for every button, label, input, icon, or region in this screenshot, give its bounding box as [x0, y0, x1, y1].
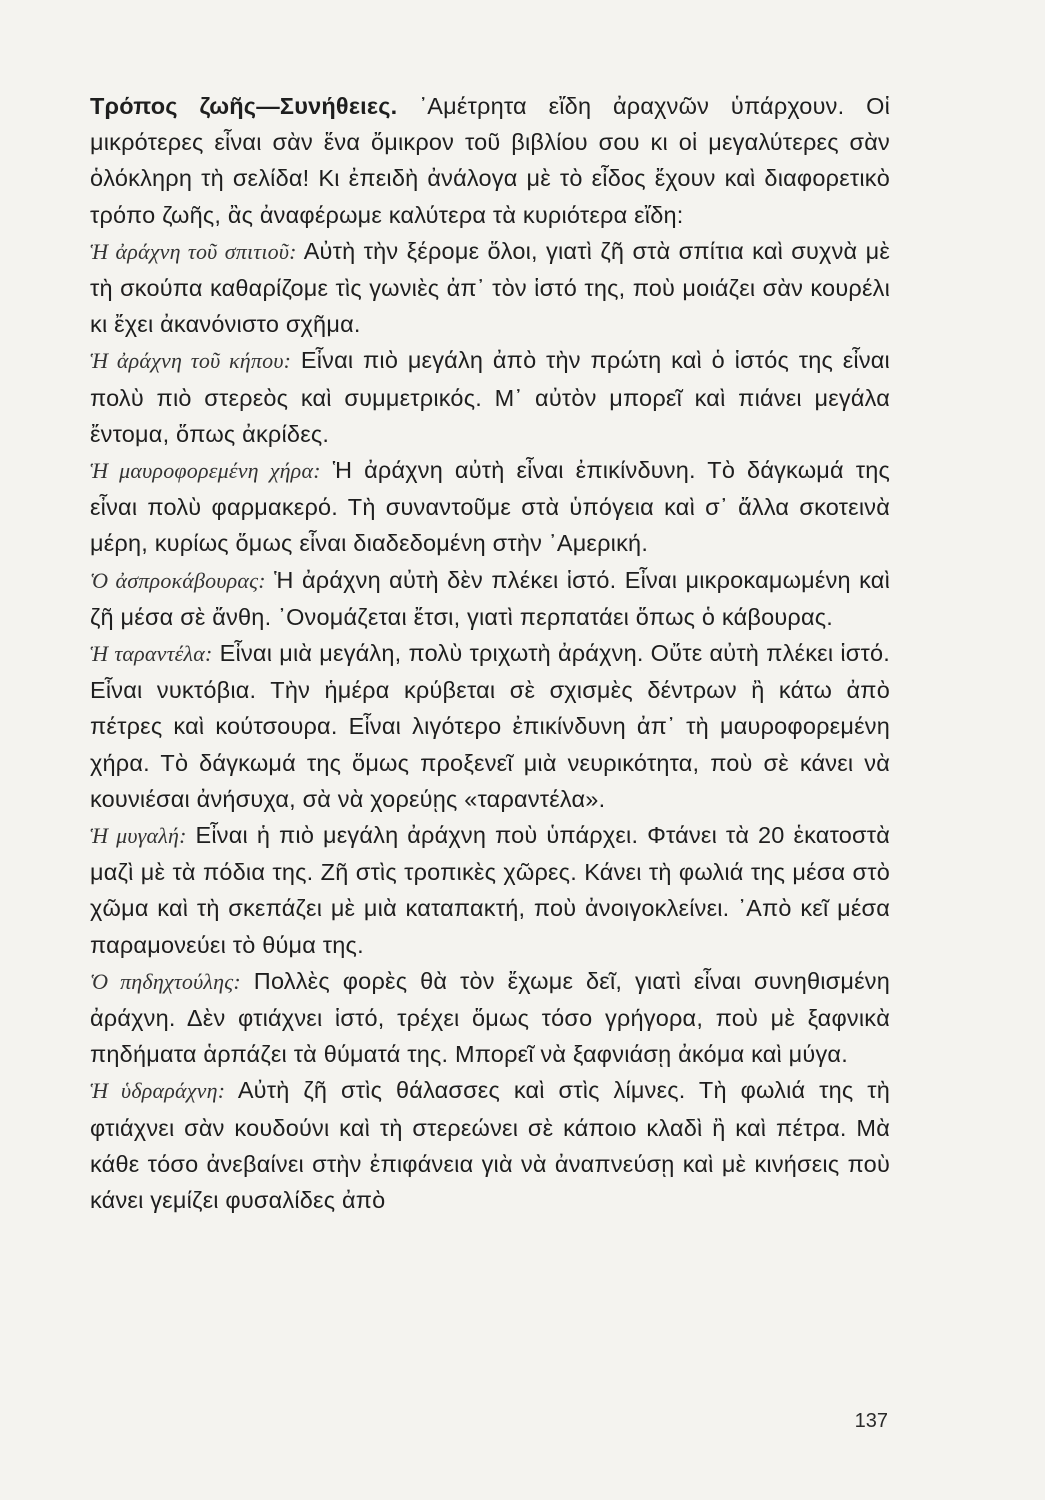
entry-term: Ἡ ἀράχνη τοῦ σπιτιοῦ: — [90, 238, 297, 264]
entry-term: Ἡ ταραντέλα: — [90, 641, 213, 667]
entry-paragraph — [90, 817, 890, 963]
entry-paragraph — [90, 1072, 890, 1218]
book-page — [90, 88, 890, 1218]
entry-text: Ἡ ἀράχνη αὐτὴ εἶναι ἐπικίνδυνη. Τὸ δάγκωμά της εἶναι πολὺ φαρμακερό. Τὴ συναντοῦμε στὰ ὑπόγεια καὶ σ᾿ ἄλλα σκοτεινὰ μέρη, κυρίως ὅμως εἶναι διαδεδομένη στὴν ᾿Αμερική. — [90, 457, 891, 557]
entry-paragraph — [90, 342, 890, 452]
entry-paragraph — [90, 635, 890, 817]
entry-term: Ἡ ὑδραράχνη: — [90, 1078, 226, 1104]
intro-text: ᾿Αμέτρητα εἴδη ἀραχνῶν ὑπάρχουν. Οἱ μικρότερες εἶναι σὰν ἕνα ὄμικρον τοῦ βιβλίου σου κι οἱ μεγαλύτερες σὰν ὁλόκληρη τὴ σελίδα! Κι ἐπειδὴ ἀνάλογα μὲ τὸ εἶδος ἔχουν καὶ διαφορετικὸ τρόπο ζωῆς, ἂς ἀναφέρωμε καλύτερα τὰ κυριότερα εἴδη: — [90, 93, 890, 228]
entry-term: Ὁ ἀσπροκάβουρας: — [90, 567, 266, 593]
entry-text: Αὐτὴ ζῆ στὶς θάλασσες καὶ στὶς λίμνες. Τὴ φωλιά της τὴ φτιάχνει σὰν κουδούνι καὶ τὴ στερεώνει σὲ κάποιο κλαδὶ ἢ καὶ πέτρα. Μὰ κάθε τόσο ἀνεβαίνει στὴν ἐπιφάνεια γιὰ νὰ ἀναπνεύσῃ καὶ μὲ κινήσεις ποὺ κάνει γεμίζει φυσαλίδες ἀπὸ — [90, 1077, 890, 1214]
entry-paragraph — [90, 233, 890, 343]
page-number: 137 — [854, 1410, 888, 1432]
entry-term: Ὁ πηδηχτούλης: — [90, 968, 241, 994]
intro-paragraph — [90, 88, 890, 233]
entry-text: Εἶναι πιὸ μεγάλη ἀπὸ τὴν πρώτη καὶ ὁ ἱστός της εἶναι πολὺ πιὸ στερεὸς καὶ συμμετρικός. Μ᾿ αὐτὸν μπορεῖ καὶ πιάνει μεγάλα ἔντομα, ὅπως ἀκρίδες. — [90, 347, 890, 447]
entry-paragraph — [90, 963, 890, 1073]
entry-text: Ἡ ἀράχνη αὐτὴ δὲν πλέκει ἱστό. Εἶναι μικροκαμωμένη καὶ ζῆ μέσα σὲ ἄνθη. ᾿Ονομάζεται ἔτσι, γιατὶ περπατάει ὅπως ὁ κάβουρας. — [90, 566, 890, 630]
entry-term: Ἡ ἀράχνη τοῦ κήπου: — [90, 348, 292, 374]
entry-paragraph — [90, 562, 890, 635]
entry-paragraph — [90, 452, 890, 562]
section-heading: Τρόπος ζωῆς—Συνήθειες. — [90, 93, 398, 119]
entry-text: Εἶναι ἡ πιὸ μεγάλη ἀράχνη ποὺ ὑπάρχει. Φτάνει τὰ 20 ἑκατοστὰ μαζὶ μὲ τὰ πόδια της. Ζῆ στὶς τροπικὲς χῶρες. Κάνει τὴ φωλιά της μέσα στὸ χῶμα καὶ τὴ σκεπάζει μὲ μιὰ καταπακτή, ποὺ ἀνοιγοκλείνει. ᾿Απὸ κεῖ μέσα παραμονεύει τὸ θύμα της. — [90, 822, 890, 958]
entry-text: Εἶναι μιὰ μεγάλη, πολὺ τριχωτὴ ἀράχνη. Οὔτε αὐτὴ πλέκει ἱστό. Εἶναι νυκτόβια. Τὴν ἡμέρα κρύβεται σὲ σχισμὲς δέντρων ἢ κάτω ἀπὸ πέτρες καὶ κούτσουρα. Εἶναι λιγότερο ἐπικίνδυνη ἀπ᾿ τὴ μαυροφορεμένη χήρα. Τὸ δάγκωμά της ὅμως προξενεῖ μιὰ νευρικότητα, ποὺ σὲ κάνει νὰ κουνιέσαι ἀνήσυχα, σὰ νὰ χορεύῃς «ταραντέλα». — [90, 640, 890, 812]
entry-text: Αὐτὴ τὴν ξέρομε ὅλοι, γιατὶ ζῆ στὰ σπίτια καὶ συχνὰ μὲ τὴ σκούπα καθαρίζομε τὶς γωνιὲς ἀπ᾿ τὸν ἱστό της, ποὺ μοιάζει σὰν κουρέλι κι ἔχει ἀκανόνιστο σχῆμα. — [90, 237, 891, 338]
entry-term: Ἡ μυγαλή: — [90, 823, 187, 849]
entry-term: Ἡ μαυροφορεμένη χήρα: — [90, 458, 321, 484]
entry-text: Πολλὲς φορὲς θὰ τὸν ἔχωμε δεῖ, γιατὶ εἶναι συνηθισμένη ἀράχνη. Δὲν φτιάχνει ἱστό, τρέχει ὅμως τόσο γρήγορα, ποὺ μὲ ξαφνικὰ πηδήματα ἁρπάζει τὰ θύματά της. Μπορεῖ νὰ ξαφνιάσῃ ἀκόμα καὶ μύγα. — [90, 967, 891, 1068]
